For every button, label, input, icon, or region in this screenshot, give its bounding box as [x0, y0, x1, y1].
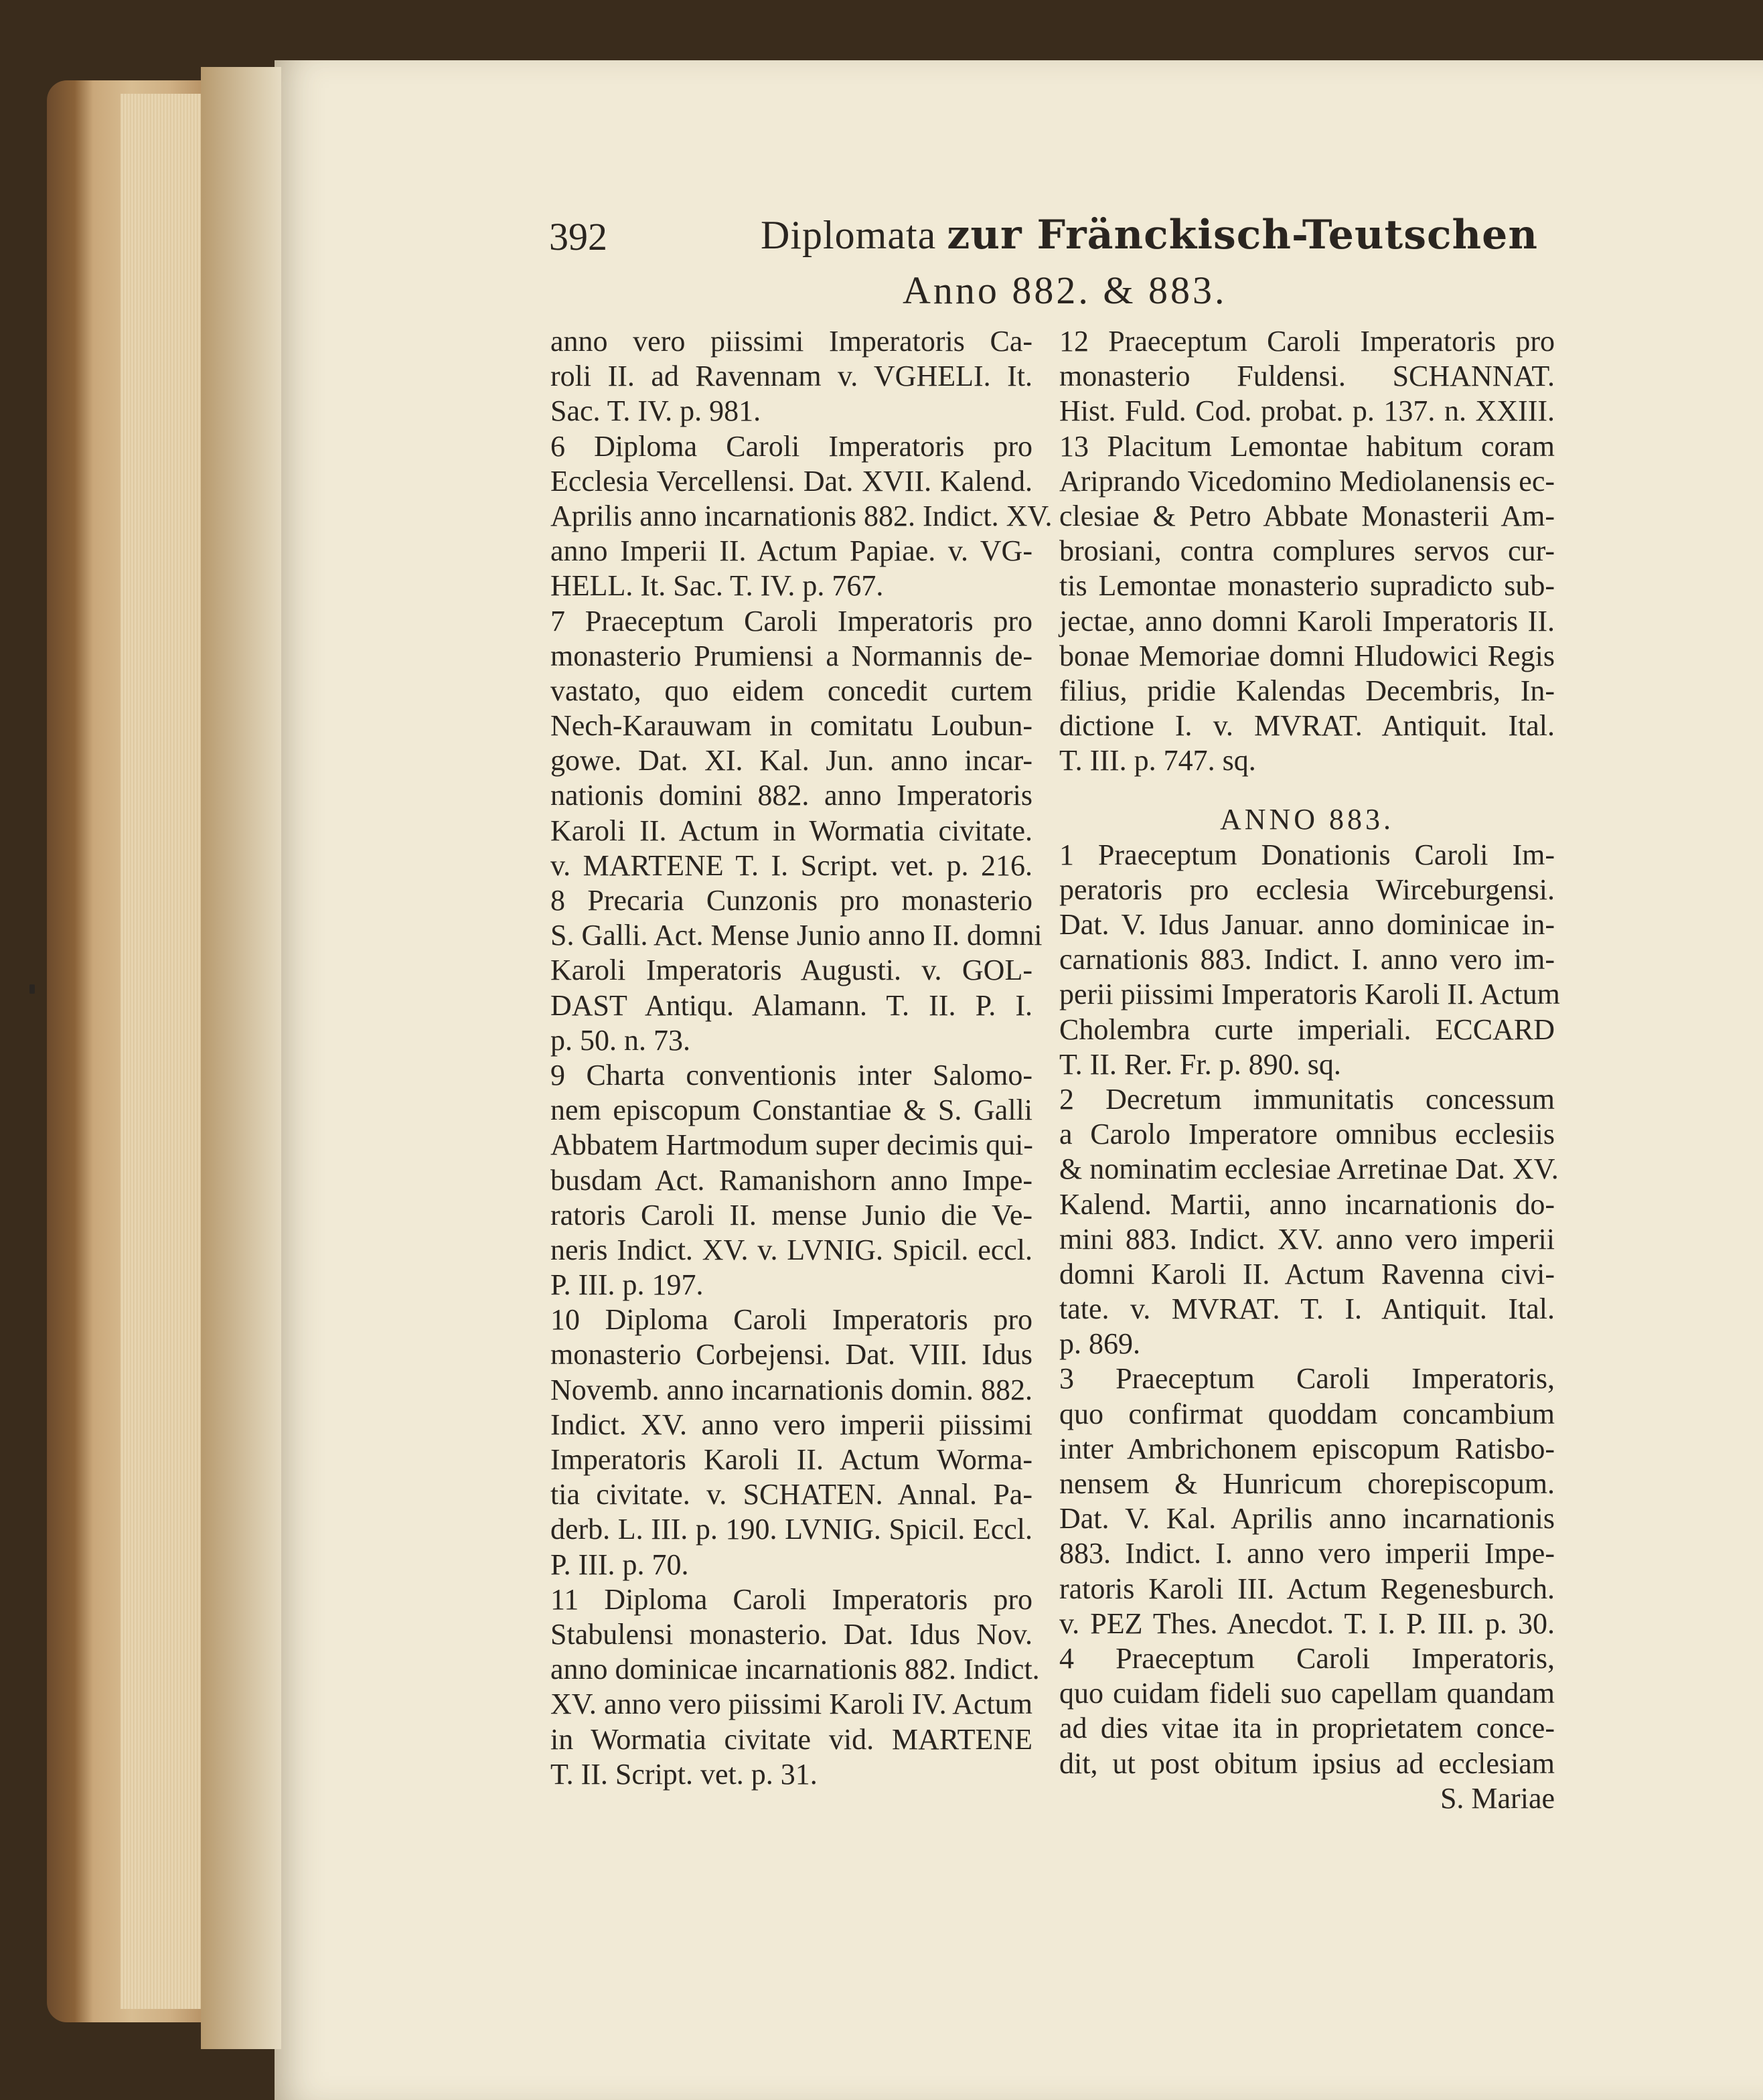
text-line: ratoris Caroli II. mense Junio die Ve- [550, 1198, 1032, 1231]
text-line: a Carolo Imperatore omnibus ecclesiis [1059, 1118, 1555, 1151]
text-line: Stabulensi monasterio. Dat. Idus Nov. [550, 1617, 1032, 1651]
text-line: 12 Praeceptum Caroli Imperatoris pro [1059, 325, 1555, 358]
text-line: tia civitate. v. SCHATEN. Annal. Pa- [550, 1478, 1032, 1511]
text-line: 4 Praeceptum Caroli Imperatoris, [1059, 1641, 1555, 1675]
text-line: anno vero piissimi Imperatoris Ca- [550, 325, 1032, 358]
text-line: Novemb. anno incarnationis domin. 882. [550, 1373, 1032, 1406]
text-line: neris Indict. XV. v. LVNIG. Spicil. eccl. [550, 1233, 1032, 1266]
text-line: ratoris Karoli III. Actum Regenesburch. [1059, 1572, 1555, 1605]
text-line: 11 Diploma Caroli Imperatoris pro [550, 1582, 1032, 1616]
text-line: Nech-Karauwam in comitatu Loubun- [550, 709, 1032, 743]
text-line: Imperatoris Karoli II. Actum Worma- [550, 1443, 1032, 1476]
title-latin: Diplomata [761, 213, 947, 257]
text-line: dit, ut post obitum ipsius ad ecclesiam [1059, 1746, 1555, 1780]
text-line: p. 869. [1059, 1327, 1140, 1361]
text-line: Ariprando Vicedomino Mediolanensis ec- [1059, 464, 1555, 498]
text-line: HELL. It. Sac. T. IV. p. 767. [550, 569, 884, 603]
text-line: brosiani, contra complures servos cur- [1059, 534, 1555, 568]
text-line: Sac. T. IV. p. 981. [550, 394, 761, 428]
text-line: ad dies vitae ita in proprietatem conce- [1059, 1712, 1555, 1745]
text-line: 13 Placitum Lemontae habitum coram [1059, 429, 1555, 463]
binding-mark [29, 984, 35, 994]
page-title [761, 212, 1538, 258]
text-line: DAST Antiqu. Alamann. T. II. P. I. [550, 988, 1032, 1022]
text-line: Kalend. Martii, anno incarnationis do- [1059, 1187, 1555, 1221]
text-line: tate. v. MVRAT. T. I. Antiquit. Ital. [1059, 1292, 1555, 1326]
text-line: S. Mariae [1440, 1781, 1555, 1815]
page-gutter [201, 67, 281, 2049]
right-column [1059, 324, 1560, 1816]
text-line: perii piissimi Imperatoris Karoli II. Actum [1059, 978, 1560, 1011]
text-line: Abbatem Hartmodum super decimis qui- [550, 1128, 1033, 1162]
text-line: quo cuidam fideli suo capellam quandam [1059, 1677, 1555, 1710]
text-line: Cholembra curte imperiali. ECCARD [1059, 1012, 1555, 1046]
text-line: T. II. Rer. Fr. p. 890. sq. [1059, 1047, 1341, 1081]
text-line: 1 Praeceptum Donationis Caroli Im- [1059, 838, 1555, 871]
text-line: gowe. Dat. XI. Kal. Jun. anno incar- [550, 744, 1032, 777]
text-line: carnationis 883. Indict. I. anno vero im- [1059, 943, 1555, 976]
text-line: Ecclesia Vercellensi. Dat. XVII. Kalend. [550, 464, 1032, 498]
text-line: clesiae & Petro Abbate Monasterii Am- [1059, 499, 1555, 532]
text-line: anno dominicae incarnationis 882. Indict. [550, 1653, 1040, 1686]
text-line: in Wormatia civitate vid. MARTENE [550, 1722, 1032, 1756]
text-line: T. II. Script. vet. p. 31. [550, 1757, 818, 1791]
text-line: nationis domini 882. anno Imperatoris [550, 779, 1032, 812]
text-line: p. 50. n. 73. [550, 1023, 690, 1057]
text-line: inter Ambrichonem episcopum Ratisbo- [1059, 1432, 1555, 1465]
text-line: 7 Praeceptum Caroli Imperatoris pro [550, 604, 1032, 638]
text-line: peratoris pro ecclesia Wirceburgensi. [1059, 873, 1555, 906]
text-line: 8 Precaria Cunzonis pro monasterio [550, 884, 1032, 917]
text-line: v. PEZ Thes. Anecdot. T. I. P. III. p. 30. [1059, 1606, 1555, 1640]
text-line: 3 Praeceptum Caroli Imperatoris, [1059, 1362, 1555, 1396]
text-line: roli II. ad Ravennam v. VGHELI. It. [550, 360, 1032, 393]
text-line: S. Galli. Act. Mense Junio anno II. domni [550, 919, 1043, 952]
text-line [1059, 778, 1555, 802]
text-line: busdam Act. Ramanishorn anno Impe- [550, 1163, 1032, 1197]
text-line: 6 Diploma Caroli Imperatoris pro [550, 429, 1032, 463]
book-page-edges [47, 80, 201, 2022]
text-line: 10 Diploma Caroli Imperatoris pro [550, 1303, 1032, 1337]
text-line: monasterio Prumiensi a Normannis de- [550, 639, 1032, 672]
text-line: ANNO 883. [1219, 803, 1395, 836]
title-fraktur: zur Fränckisch-Teutschen [947, 212, 1538, 258]
text-line: Hist. Fuld. Cod. probat. p. 137. n. XXIII. [1059, 394, 1555, 428]
text-line: & nominatim ecclesiae Arretinae Dat. XV. [1059, 1152, 1559, 1186]
page-stack [121, 94, 201, 2009]
text-line: P. III. p. 70. [550, 1548, 689, 1581]
text-line: derb. L. III. p. 190. LVNIG. Spicil. Eccl. [550, 1513, 1032, 1546]
text-line: Dat. V. Kal. Aprilis anno incarnationis [1059, 1502, 1555, 1535]
text-line: jectae, anno domni Karoli Imperatoris II. [1059, 604, 1555, 638]
text-line: domni Karoli II. Actum Ravenna civi- [1059, 1257, 1555, 1290]
text-line: bonae Memoriae domni Hludowici Regis [1059, 639, 1555, 672]
text-line: dictione I. v. MVRAT. Antiquit. Ital. [1059, 709, 1555, 743]
text-line: 2 Decretum immunitatis concessum [1059, 1082, 1555, 1116]
text-line: P. III. p. 197. [550, 1268, 704, 1302]
text-line: 883. Indict. I. anno vero imperii Impe- [1059, 1537, 1555, 1570]
text-line: monasterio Corbejensi. Dat. VIII. Idus [550, 1338, 1032, 1371]
text-line: filius, pridie Kalendas Decembris, In- [1059, 674, 1555, 707]
text-line: mini 883. Indict. XV. anno vero imperii [1059, 1222, 1555, 1256]
text-line: 9 Charta conventionis inter Salomo- [550, 1058, 1032, 1092]
page-number: 392 [549, 215, 607, 258]
left-column [550, 324, 1053, 1792]
text-line: quo confirmat quoddam concambium [1059, 1397, 1555, 1430]
text-line: nensem & Hunricum chorepiscopum. [1059, 1467, 1555, 1500]
running-head [549, 201, 1553, 275]
text-line: Aprilis anno incarnationis 882. Indict. XV. [550, 499, 1053, 532]
text-line: anno Imperii II. Actum Papiae. v. VG- [550, 534, 1032, 568]
text-line: Karoli Imperatoris Augusti. v. GOL- [550, 954, 1032, 987]
text-line: monasterio Fuldensi. SCHANNAT. [1059, 360, 1555, 393]
text-line: tis Lemontae monasterio supradicto sub- [1059, 569, 1555, 603]
text-line: v. MARTENE T. I. Script. vet. p. 216. [550, 848, 1032, 882]
text-line: Indict. XV. anno vero imperii piissimi [550, 1408, 1032, 1441]
text-line: Dat. V. Idus Januar. anno dominicae in- [1059, 908, 1555, 941]
text-line: T. III. p. 747. sq. [1059, 744, 1256, 777]
text-line: XV. anno vero piissimi Karoli IV. Actum [550, 1687, 1032, 1721]
text-line: Karoli II. Actum in Wormatia civitate. [550, 814, 1032, 847]
text-line: nem episcopum Constantiae & S. Galli [550, 1094, 1032, 1127]
year-heading: Anno 882. & 883. [903, 269, 1227, 312]
text-line: vastato, quo eidem concedit curtem [550, 674, 1032, 707]
